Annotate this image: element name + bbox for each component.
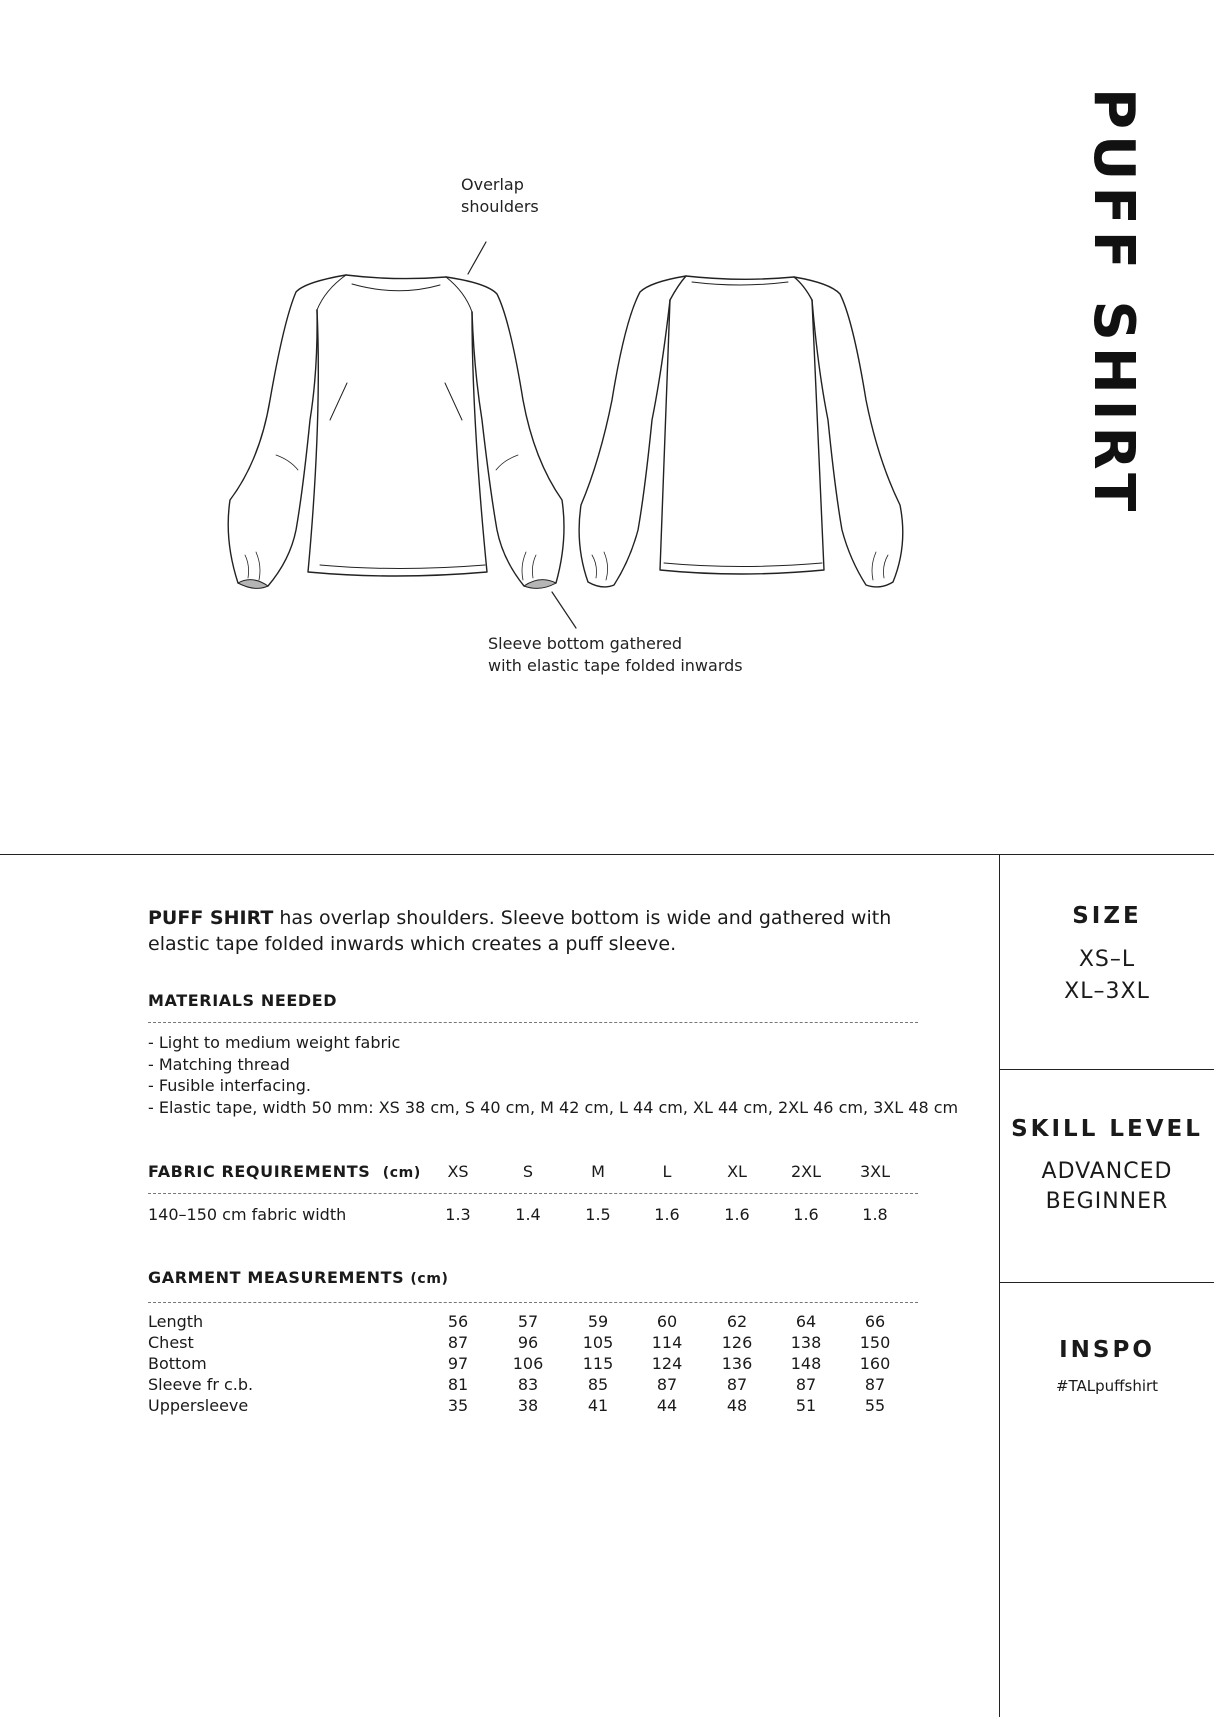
row-label: 140–150 cm fabric width (148, 1205, 347, 1224)
table-cell: 148 (790, 1354, 822, 1373)
table-cell: 66 (864, 1312, 886, 1331)
table-row (148, 1396, 928, 1418)
size-header: 3XL (859, 1162, 891, 1181)
table-cell: 124 (651, 1354, 683, 1373)
size-header: S (522, 1162, 534, 1181)
table-cell: 160 (859, 1354, 891, 1373)
garment-unit: (cm) (410, 1271, 449, 1287)
table-cell: 59 (587, 1312, 609, 1331)
overlap-shoulders-callout (461, 174, 539, 218)
dashed-rule (148, 1022, 918, 1023)
back-view (579, 276, 903, 587)
table-cell: 96 (517, 1333, 539, 1352)
skill-level-values (1000, 1157, 1214, 1217)
table-cell: 64 (795, 1312, 817, 1331)
table-cell: 105 (582, 1333, 614, 1352)
table-cell: 87 (726, 1375, 748, 1394)
table-cell: 138 (790, 1333, 822, 1352)
callout-line: with elastic tape folded inwards (488, 656, 743, 675)
dashed-rule (148, 1193, 918, 1194)
list-item: - Light to medium weight fabric (148, 1033, 401, 1052)
sidebar-divider (999, 1282, 1214, 1283)
size-header: M (591, 1162, 605, 1181)
horizontal-divider (0, 854, 1214, 855)
dashed-rule (148, 1302, 918, 1303)
table-cell: 41 (587, 1396, 609, 1415)
table-cell: 1.5 (585, 1205, 611, 1224)
table-cell: 106 (512, 1354, 544, 1373)
table-cell: 81 (447, 1375, 469, 1394)
table-cell: 51 (795, 1396, 817, 1415)
sidebar-divider (999, 1069, 1214, 1070)
list-item: - Fusible interfacing. (148, 1076, 311, 1095)
size-range: XL–3XL (1064, 979, 1150, 1004)
sleeve-gathered-callout (488, 633, 743, 677)
table-cell: 150 (859, 1333, 891, 1352)
table-cell: 1.6 (654, 1205, 680, 1224)
table-cell: 85 (587, 1375, 609, 1394)
table-cell: 1.6 (724, 1205, 750, 1224)
description (148, 905, 928, 957)
table-cell: 97 (447, 1354, 469, 1373)
callout-line: Sleeve bottom gathered (488, 634, 683, 653)
table-cell: 87 (447, 1333, 469, 1352)
table-cell: 87 (656, 1375, 678, 1394)
skill-level-title: SKILL LEVEL (1011, 1116, 1203, 1142)
table-cell: 1.8 (862, 1205, 888, 1224)
row-label: Uppersleeve (148, 1396, 249, 1415)
list-item: - Elastic tape, width 50 mm: XS 38 cm, S 40 cm, M 42 cm, L 44 cm, XL 44 cm, 2XL 46 cm, 3XL 48 cm (148, 1097, 959, 1117)
row-label: Chest (148, 1333, 194, 1352)
table-cell: 57 (517, 1312, 539, 1331)
size-title: SIZE (1072, 903, 1142, 929)
materials-heading: MATERIALS NEEDED (148, 991, 338, 1010)
table-cell: 114 (651, 1333, 683, 1352)
garment-heading (148, 1268, 449, 1287)
table-cell: 60 (656, 1312, 678, 1331)
description-text: has overlap shoulders. Sleeve bottom is wide and gathered with elastic tape folded inwards which creates a puff sleeve. (148, 907, 892, 955)
table-cell: 35 (447, 1396, 469, 1415)
fabric-heading: FABRIC REQUIREMENTS (cm) (148, 1162, 421, 1181)
table-cell: 44 (656, 1396, 678, 1415)
table-row (148, 1333, 928, 1355)
callout-line: Overlap (461, 175, 524, 194)
garment-flat-drawing (0, 0, 980, 720)
size-header: XL (727, 1162, 747, 1181)
size-header: L (662, 1162, 672, 1181)
front-view (228, 275, 564, 588)
skill-level-line: ADVANCED (1041, 1159, 1173, 1184)
callout-line: shoulders (461, 197, 539, 216)
fabric-unit: (cm) (382, 1165, 421, 1181)
table-cell: 83 (517, 1375, 539, 1394)
skill-level-line: BEGINNER (1045, 1189, 1169, 1214)
table-cell: 87 (795, 1375, 817, 1394)
materials-list (148, 1032, 958, 1118)
table-cell: 56 (447, 1312, 469, 1331)
table-row (148, 1354, 928, 1376)
row-label: Bottom (148, 1354, 207, 1373)
description-product-name: PUFF SHIRT (148, 907, 274, 929)
table-row (148, 1205, 928, 1227)
table-row (148, 1375, 928, 1397)
inspo-title: INSPO (1059, 1337, 1155, 1363)
table-row (148, 1312, 928, 1334)
table-cell: 38 (517, 1396, 539, 1415)
size-header: XS (447, 1162, 469, 1181)
table-cell: 1.4 (515, 1205, 541, 1224)
table-cell: 136 (721, 1354, 753, 1373)
table-cell: 126 (721, 1333, 753, 1352)
list-item: - Matching thread (148, 1054, 290, 1074)
table-cell: 48 (726, 1396, 748, 1415)
table-cell: 1.3 (445, 1205, 471, 1224)
fabric-header-row (148, 1162, 928, 1184)
table-cell: 55 (864, 1396, 886, 1415)
table-cell: 62 (726, 1312, 748, 1331)
inspo-hashtag: #TALpuffshirt (1055, 1377, 1159, 1395)
garment-heading-text: GARMENT MEASUREMENTS (148, 1268, 405, 1287)
row-label: Sleeve fr c.b. (148, 1375, 254, 1394)
table-cell: 1.6 (793, 1205, 819, 1224)
size-range: XS–L (1078, 947, 1136, 972)
table-cell: 115 (582, 1354, 614, 1373)
table-cell: 87 (864, 1375, 886, 1394)
size-values (1000, 944, 1214, 1008)
page-title: PUFF SHIRT (1081, 88, 1146, 518)
row-label: Length (148, 1312, 204, 1331)
size-header: 2XL (790, 1162, 822, 1181)
